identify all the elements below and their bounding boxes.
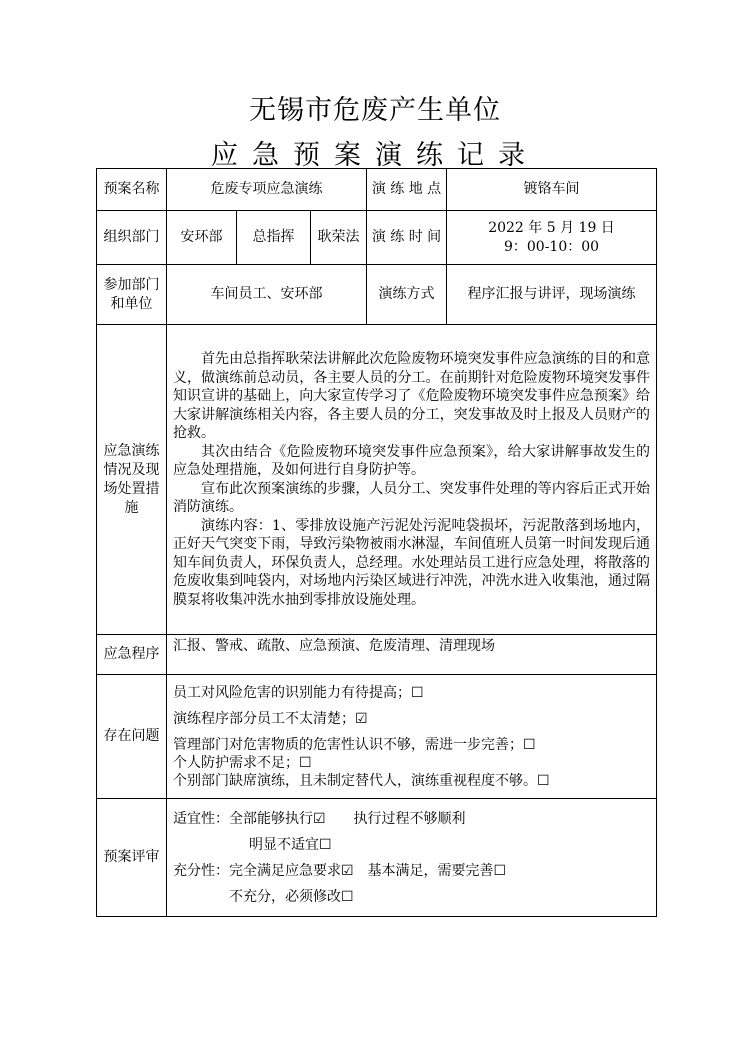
situation-paragraph: 演练内容：1、零排放设施产污泥处污泥吨袋损坏，污泥散落到场地内，正好天气突变下雨，导致污染物被雨水淋湿，车间值班人员第一时间发现后通知车间负责人，环保负责人，总经理。水处理站员工进行应急处理，将散落的危废收集到吨袋内，对场地内污染区域进行冲洗，冲洗水进入收集池，通过隔膜泵将收集冲洗水抽到零排放设施处理。 [173, 517, 651, 608]
time-label: 演 练 时 间 [367, 211, 447, 265]
problems-list [167, 675, 657, 799]
review-content [167, 799, 657, 917]
method-label: 演练方式 [367, 265, 447, 325]
method-value: 程序汇报与讲评，现场演练 [447, 265, 657, 325]
situation-content [167, 325, 657, 635]
row-procedure [97, 635, 657, 675]
location-value: 镀铬车间 [447, 169, 657, 211]
review-adequacy-2: 不充分，必须修改☐ [229, 888, 354, 905]
situation-paragraph: 宣布此次预案演练的步骤，人员分工、突发事件处理的等内容后正式开始消防演练。 [173, 480, 651, 515]
participants-value: 车间员工、安环部 [167, 265, 367, 325]
location-label: 演 练 地 点 [367, 169, 447, 211]
row-plan-name [97, 169, 657, 211]
drill-date: 2022 年 5 月 19 日 [488, 219, 615, 236]
commander-value: 耿荣法 [311, 211, 367, 265]
problem-item: 个人防护需求不足；☐ [173, 754, 312, 771]
problem-item: 个别部门缺席演练，且未制定替代人，演练重视程度不够。☐ [173, 772, 550, 789]
situation-label: 应急演练情况及现场处置措施 [97, 325, 167, 635]
review-suitability-2: 明显不适宜☐ [249, 836, 332, 853]
situation-paragraph: 其次由结合《危险废物环境突发事件应急预案》，给大家讲解事故发生的应急处理措施，及如何进行自身防护等。 [173, 443, 651, 478]
procedure-label: 应急程序 [97, 635, 167, 675]
row-problems [97, 675, 657, 799]
row-situation [97, 325, 657, 635]
row-organization [97, 211, 657, 265]
situation-paragraph: 首先由总指挥耿荣法讲解此次危险废物环境突发事件应急演练的目的和意义，做演练前总动员，各主要人员的分工。在前期针对危险废物环境突发事件知识宣讲的基础上，向大家宣传学习了《危险废物环境突发事件应急预案》给大家讲解演练相关内容，各主要人员的分工，突发事故及时上报及人员财产的抢救。 [173, 351, 651, 441]
drill-record-table [96, 168, 657, 917]
commander-label: 总指挥 [237, 211, 311, 265]
procedure-value: 汇报、警戒、疏散、应急预演、危废清理、清理现场 [167, 635, 657, 675]
problem-item: 管理部门对危害物质的危害性认识不够，需进一步完善；☐ [173, 736, 536, 753]
document-subtitle: 应急预案演练记录 [211, 140, 539, 171]
problem-item: 演练程序部分员工不太清楚；☑ [173, 710, 368, 727]
org-value: 安环部 [167, 211, 237, 265]
participants-label: 参加部门和单位 [97, 265, 167, 325]
time-value [447, 211, 657, 265]
org-label: 组织部门 [97, 211, 167, 265]
drill-time: 9：00-10：00 [503, 238, 600, 255]
problems-label: 存在问题 [97, 675, 167, 799]
problem-item: 员工对风险危害的识别能力有待提高；☐ [173, 684, 424, 701]
review-adequacy: 充分性：完全满足应急要求☑ 基本满足，需要完善☐ [173, 862, 507, 879]
plan-name-label: 预案名称 [97, 169, 167, 211]
review-suitability: 适宜性：全部能够执行☑ 执行过程不够顺利 [173, 810, 466, 827]
row-participants [97, 265, 657, 325]
row-review [97, 799, 657, 917]
plan-name-value: 危废专项应急演练 [167, 169, 367, 211]
document-title: 无锡市危废产生单位 [249, 95, 501, 126]
review-label: 预案评审 [97, 799, 167, 917]
